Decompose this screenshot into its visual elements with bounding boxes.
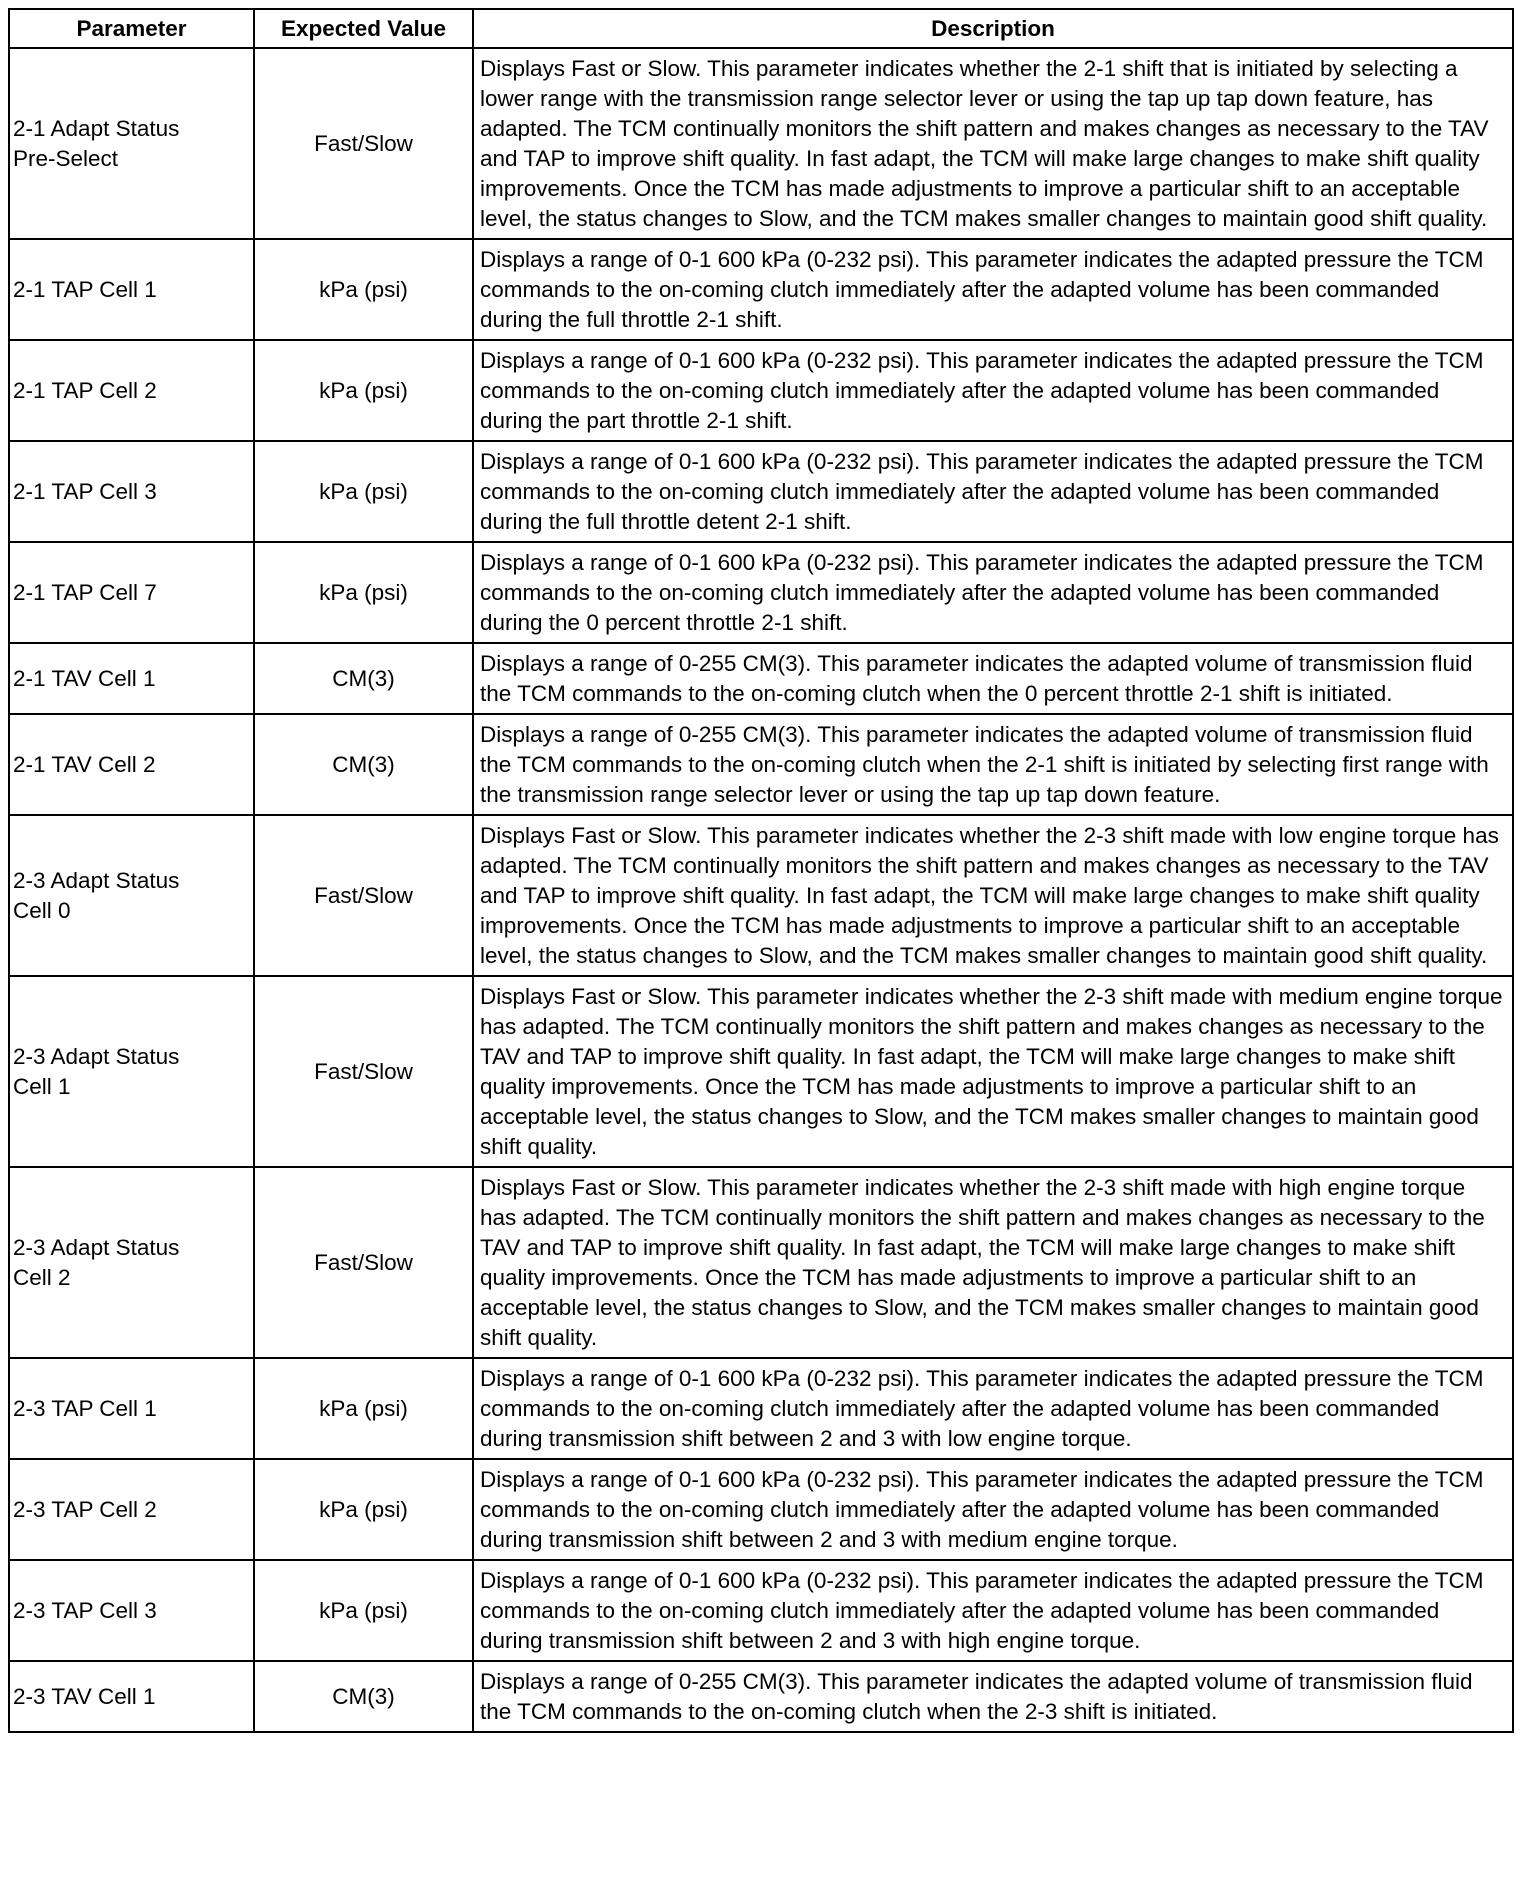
parameter-cell: 2-1 TAV Cell 2 xyxy=(9,714,254,815)
expected-value-cell: CM(3) xyxy=(254,1661,473,1732)
expected-value-cell: CM(3) xyxy=(254,714,473,815)
description-cell: Displays a range of 0-255 CM(3). This parameter indicates the adapted volume of transmission fluid the TCM commands to the on-coming clutch when the 2-1 shift is initiated by selecting first range with the transmission range selector lever or using the tap up tap down feature. xyxy=(473,714,1513,815)
table-row xyxy=(9,239,1513,340)
parameter-cell: 2-3 TAV Cell 1 xyxy=(9,1661,254,1732)
parameter-cell: 2-1 TAP Cell 7 xyxy=(9,542,254,643)
description-cell: Displays Fast or Slow. This parameter indicates whether the 2-3 shift made with low engine torque has adapted. The TCM continually monitors the shift pattern and makes changes as necessary to the TAV and TAP to improve shift quality. In fast adapt, the TCM will make large changes to make shift quality improvements. Once the TCM has made adjustments to improve a particular shift to an acceptable level, the status changes to Slow, and the TCM makes smaller changes to maintain good shift quality. xyxy=(473,815,1513,976)
table-row xyxy=(9,1459,1513,1560)
expected-value-cell: Fast/Slow xyxy=(254,48,473,239)
parameter-cell: 2-1 TAP Cell 1 xyxy=(9,239,254,340)
table-row xyxy=(9,542,1513,643)
table-row xyxy=(9,643,1513,714)
parameter-table xyxy=(8,8,1514,1733)
expected-value-cell: kPa (psi) xyxy=(254,239,473,340)
table-row xyxy=(9,1358,1513,1459)
description-cell: Displays a range of 0-255 CM(3). This parameter indicates the adapted volume of transmission fluid the TCM commands to the on-coming clutch when the 2-3 shift is initiated. xyxy=(473,1661,1513,1732)
description-cell: Displays a range of 0-1 600 kPa (0-232 psi). This parameter indicates the adapted pressure the TCM commands to the on-coming clutch immediately after the adapted volume has been commanded during the full throttle 2-1 shift. xyxy=(473,239,1513,340)
table-row xyxy=(9,441,1513,542)
description-cell: Displays a range of 0-1 600 kPa (0-232 psi). This parameter indicates the adapted pressure the TCM commands to the on-coming clutch immediately after the adapted volume has been commanded during transmission shift between 2 and 3 with low engine torque. xyxy=(473,1358,1513,1459)
parameter-cell: 2-1 TAP Cell 3 xyxy=(9,441,254,542)
table-row xyxy=(9,976,1513,1167)
table-row xyxy=(9,340,1513,441)
expected-value-cell: CM(3) xyxy=(254,643,473,714)
description-cell: Displays a range of 0-1 600 kPa (0-232 psi). This parameter indicates the adapted pressure the TCM commands to the on-coming clutch immediately after the adapted volume has been commanded during the full throttle detent 2-1 shift. xyxy=(473,441,1513,542)
table-row xyxy=(9,1560,1513,1661)
expected-value-cell: Fast/Slow xyxy=(254,1167,473,1358)
parameter-cell: 2-3 TAP Cell 3 xyxy=(9,1560,254,1661)
expected-value-cell: kPa (psi) xyxy=(254,1358,473,1459)
parameter-cell: 2-3 Adapt Status Cell 0 xyxy=(9,815,254,976)
parameter-cell: 2-1 TAP Cell 2 xyxy=(9,340,254,441)
expected-value-cell: kPa (psi) xyxy=(254,340,473,441)
description-cell: Displays a range of 0-1 600 kPa (0-232 psi). This parameter indicates the adapted pressure the TCM commands to the on-coming clutch immediately after the adapted volume has been commanded during the 0 percent throttle 2-1 shift. xyxy=(473,542,1513,643)
header-parameter: Parameter xyxy=(9,9,254,48)
parameter-cell: 2-1 TAV Cell 1 xyxy=(9,643,254,714)
description-cell: Displays a range of 0-1 600 kPa (0-232 psi). This parameter indicates the adapted pressure the TCM commands to the on-coming clutch immediately after the adapted volume has been commanded during transmission shift between 2 and 3 with medium engine torque. xyxy=(473,1459,1513,1560)
expected-value-cell: kPa (psi) xyxy=(254,1560,473,1661)
description-cell: Displays Fast or Slow. This parameter indicates whether the 2-3 shift made with medium engine torque has adapted. The TCM continually monitors the shift pattern and makes changes as necessary to the TAV and TAP to improve shift quality. In fast adapt, the TCM will make large changes to make shift quality improvements. Once the TCM has made adjustments to improve a particular shift to an acceptable level, the status changes to Slow, and the TCM makes smaller changes to maintain good shift quality. xyxy=(473,976,1513,1167)
header-description: Description xyxy=(473,9,1513,48)
expected-value-cell: kPa (psi) xyxy=(254,542,473,643)
table-header-row xyxy=(9,9,1513,48)
parameter-cell: 2-3 TAP Cell 1 xyxy=(9,1358,254,1459)
parameter-cell: 2-1 Adapt Status Pre-Select xyxy=(9,48,254,239)
header-expected-value: Expected Value xyxy=(254,9,473,48)
description-cell: Displays a range of 0-255 CM(3). This parameter indicates the adapted volume of transmission fluid the TCM commands to the on-coming clutch when the 0 percent throttle 2-1 shift is initiated. xyxy=(473,643,1513,714)
parameter-cell: 2-3 TAP Cell 2 xyxy=(9,1459,254,1560)
description-cell: Displays a range of 0-1 600 kPa (0-232 psi). This parameter indicates the adapted pressure the TCM commands to the on-coming clutch immediately after the adapted volume has been commanded during transmission shift between 2 and 3 with high engine torque. xyxy=(473,1560,1513,1661)
document-page xyxy=(8,8,1514,1733)
table-row xyxy=(9,714,1513,815)
expected-value-cell: kPa (psi) xyxy=(254,441,473,542)
expected-value-cell: Fast/Slow xyxy=(254,976,473,1167)
expected-value-cell: Fast/Slow xyxy=(254,815,473,976)
table-row xyxy=(9,1167,1513,1358)
table-row xyxy=(9,1661,1513,1732)
table-row xyxy=(9,48,1513,239)
parameter-cell: 2-3 Adapt Status Cell 2 xyxy=(9,1167,254,1358)
expected-value-cell: kPa (psi) xyxy=(254,1459,473,1560)
description-cell: Displays Fast or Slow. This parameter indicates whether the 2-3 shift made with high engine torque has adapted. The TCM continually monitors the shift pattern and makes changes as necessary to the TAV and TAP to improve shift quality. In fast adapt, the TCM will make large changes to make shift quality improvements. Once the TCM has made adjustments to improve a particular shift to an acceptable level, the status changes to Slow, and the TCM makes smaller changes to maintain good shift quality. xyxy=(473,1167,1513,1358)
table-row xyxy=(9,815,1513,976)
parameter-cell: 2-3 Adapt Status Cell 1 xyxy=(9,976,254,1167)
description-cell: Displays Fast or Slow. This parameter indicates whether the 2-1 shift that is initiated by selecting a lower range with the transmission range selector lever or using the tap up tap down feature, has adapted. The TCM continually monitors the shift pattern and makes changes as necessary to the TAV and TAP to improve shift quality. In fast adapt, the TCM will make large changes to make shift quality improvements. Once the TCM has made adjustments to improve a particular shift to an acceptable level, the status changes to Slow, and the TCM makes smaller changes to maintain good shift quality. xyxy=(473,48,1513,239)
description-cell: Displays a range of 0-1 600 kPa (0-232 psi). This parameter indicates the adapted pressure the TCM commands to the on-coming clutch immediately after the adapted volume has been commanded during the part throttle 2-1 shift. xyxy=(473,340,1513,441)
